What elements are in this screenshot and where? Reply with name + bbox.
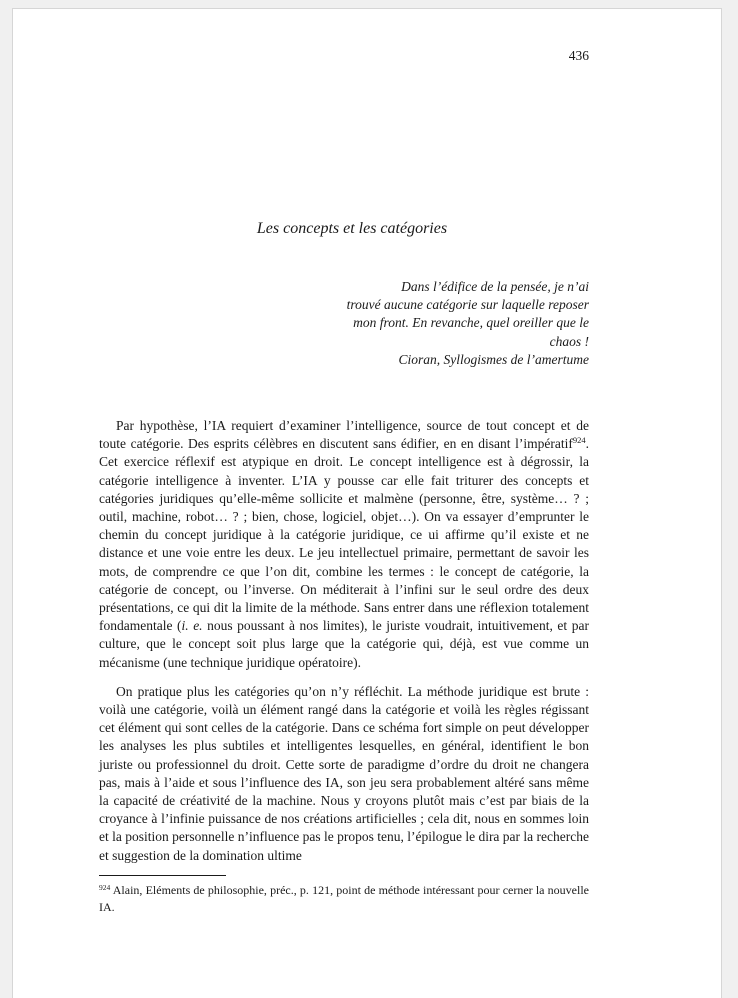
footnote xyxy=(99,882,589,916)
paragraph-1 xyxy=(99,417,589,672)
paragraph-2: On pratique plus les catégories qu’on n’y réfléchit. La méthode juridique est brute : voilà une catégorie, voilà un élément rangé dans la catégorie et voilà les règles régissant cet élément qui sont celles de la catégorie. Dans ce schéma fort simple on peut développer les analyses les plus subtiles et intelligentes lesquelles, en général, identifient le bon juriste ou professionnel du droit. Cette sorte de paradigme d’ordre du droit ne changera pas, mais à l’aide et sous l’influence des IA, son jeu sera probablement altéré sans même la capacité de créativité de la machine. Nous y croyons plutôt mais c’est par biais de la croyance à l’infinie puissance de nos créations artificielles ; cela dit, nous en sommes loin et la position personnelle n’influence pas le propos tenu, l’épilogue le dira par la recherche et suggestion de la domination ultime xyxy=(99,683,589,863)
epigraph-line: Dans l’édifice de la pensée, je n’ai xyxy=(401,279,589,294)
paragraph-1-text-a: Par hypothèse, l’IA requiert d’examiner l’intelligence, source de tout concept et de toute catégorie. Des esprits célèbres en discutent sans édifier, en en disant l’impératif xyxy=(99,418,589,452)
epigraph-line: mon front. En revanche, quel oreiller que le xyxy=(353,315,589,331)
paragraph-1-italic: i. e. xyxy=(181,618,203,634)
paragraph-1-text-c: nous poussant à nos limites), le juriste voudrait, intuitivement, et par culture, que le concept soit plus large que la catégorie qui, déjà, est vue comme un mécanisme (une technique juridique opératoire). xyxy=(99,618,589,670)
epigraph-line: trouvé aucune catégorie sur laquelle reposer xyxy=(346,297,589,313)
section-title: Les concepts et les catégories xyxy=(256,220,448,237)
footnote-number: 924 xyxy=(99,883,111,892)
epigraph-line: chaos ! xyxy=(549,333,589,349)
footnote-reference[interactable]: 924 xyxy=(572,435,586,446)
epigraph xyxy=(313,278,589,369)
page-number: 436 xyxy=(568,48,589,63)
epigraph-attribution: Cioran, Syllogismes de l’amertume xyxy=(398,351,589,367)
paragraph-1-text-b: . Cet exercice réflexif est atypique en droit. Le concept intelligence est à dégrossir, la catégorie intelligence à inventer. L’IA y pousse car elle fait triturer des concepts et catégories juridiques qu’elle-même sollicite et malmène (personne, être, système… ? ; outil, machine, robot… ? ; bien, chose, logiciel, objet…). On va essayer d’emprunter le chemin du concept juridique à la catégorie juridique, ce ui affirme qu’il existe et ne distance et une voie entre les deux. Le jeu intellectuel primaire, permettant de savoir les mots, de comprendre ce que l’on dit, combine les termes : le concept de catégorie, la catégorie de concept, ou l’inverse. On méditerait à l’infini sur le seul ordre des deux présentations, ce qui dit la limite de la méthode. Sans entrer dans une réflexion totalement fondamentale ( xyxy=(99,436,589,634)
footnote-separator xyxy=(99,875,226,876)
footnote-text: Alain, Eléments de philosophie, préc., p. 121, point de méthode intéressant pour cerner la nouvelle IA. xyxy=(99,883,589,914)
body-text xyxy=(99,417,589,876)
document-page xyxy=(12,8,722,998)
